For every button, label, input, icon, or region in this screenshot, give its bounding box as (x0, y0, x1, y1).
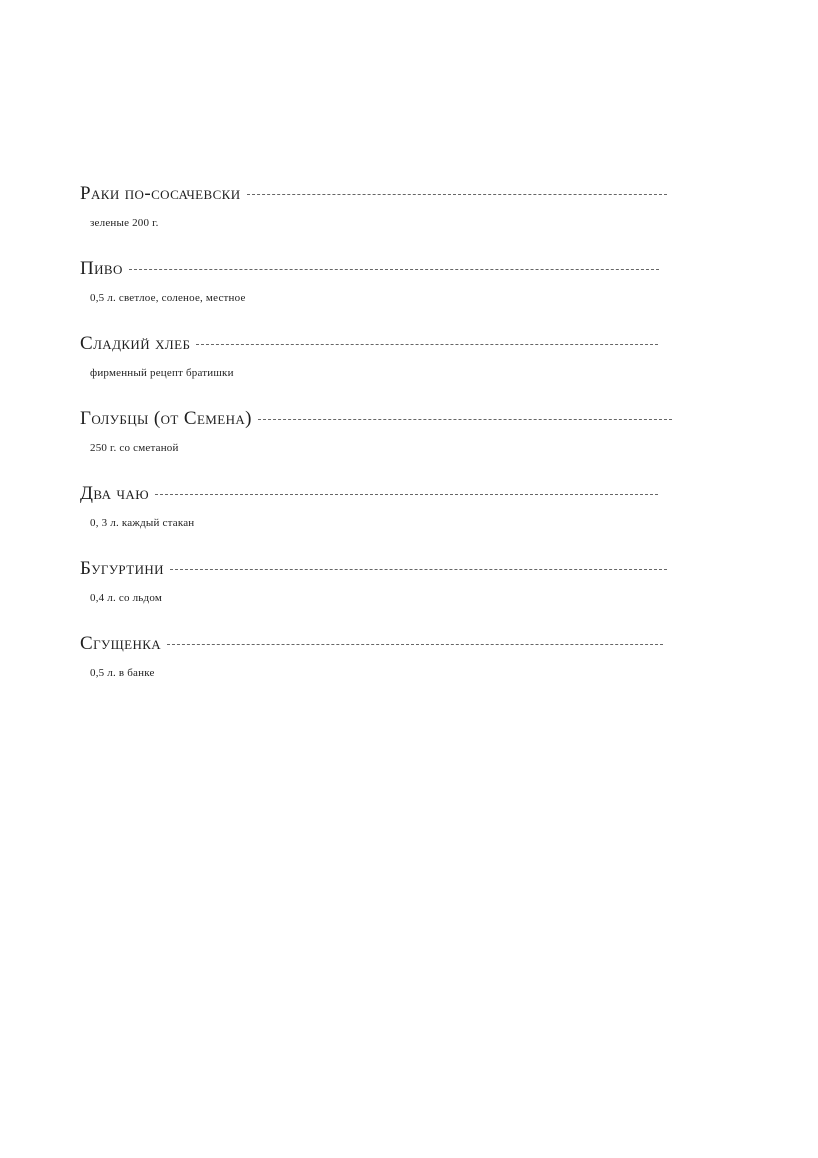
dashed-leader (258, 419, 672, 420)
menu-item (80, 558, 670, 633)
menu-item-description: зеленые 200 г. (90, 217, 159, 229)
menu-item-name: Два чаю (80, 483, 149, 504)
menu-item-description: 0,5 л. в банке (90, 667, 155, 679)
dashed-leader (167, 644, 663, 645)
menu-item-name: Сладкий хлеб (80, 333, 191, 354)
menu-item-name: Раки по-сосачевски (80, 183, 241, 204)
menu-item-header (80, 183, 670, 211)
menu-item-description: 0,5 л. светлое, соленое, местное (90, 292, 246, 304)
menu-item-name: Бугуртини (80, 558, 164, 579)
menu-item-header (80, 408, 670, 436)
menu-item-header (80, 258, 670, 286)
menu-item-name: Сгущенка (80, 633, 162, 654)
menu-item (80, 408, 670, 483)
menu-item-header (80, 483, 670, 511)
dashed-leader (196, 344, 658, 345)
menu-item-description: 0, 3 л. каждый стакан (90, 517, 195, 529)
menu-item (80, 258, 670, 333)
dashed-leader (129, 269, 659, 270)
menu-item-description: 0,4 л. со льдом (90, 592, 162, 604)
menu-item-description: фирменный рецепт братишки (90, 367, 234, 379)
menu-item-header (80, 633, 670, 661)
dashed-leader (155, 494, 658, 495)
menu-item-header (80, 558, 670, 586)
menu-item-name: Голубцы (от Семена) (80, 408, 252, 429)
menu-list (80, 183, 670, 708)
dashed-leader (170, 569, 667, 570)
menu-item (80, 183, 670, 258)
menu-item-description: 250 г. со сметаной (90, 442, 179, 454)
dashed-leader (247, 194, 667, 195)
menu-item (80, 633, 670, 708)
menu-item (80, 483, 670, 558)
menu-item (80, 333, 670, 408)
menu-item-name: Пиво (80, 258, 123, 279)
menu-item-header (80, 333, 670, 361)
